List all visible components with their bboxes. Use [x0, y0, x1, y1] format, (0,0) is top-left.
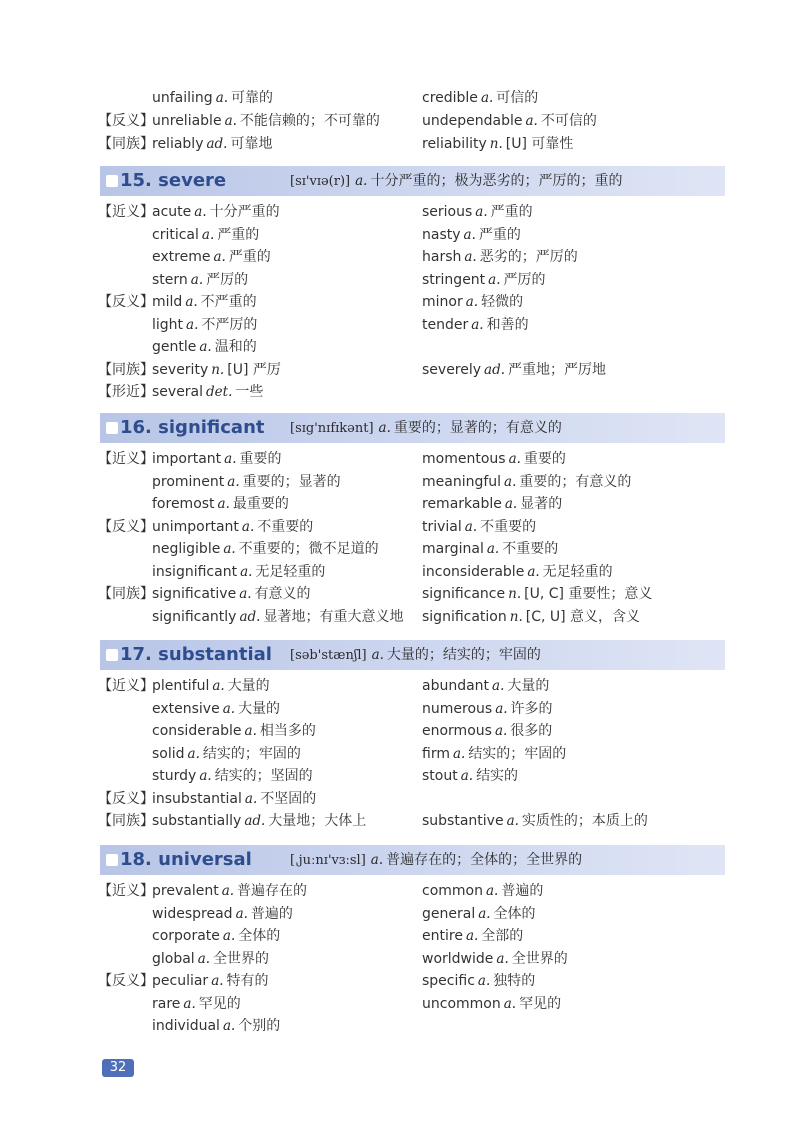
- row-tag: 【近义】: [98, 883, 154, 899]
- right-word: minor a. 轻微的: [422, 294, 524, 310]
- right-word: harsh a. 恶劣的；严厉的: [422, 249, 578, 265]
- row-tag: 【近义】: [98, 678, 154, 694]
- row-tag: 【近义】: [98, 204, 154, 220]
- right-word: trivial a. 不重要的: [422, 519, 537, 535]
- left-word: considerable a. 相当多的: [152, 723, 316, 739]
- entry-headword: 15. severe: [120, 170, 227, 191]
- left-word: extensive a. 大量的: [152, 701, 281, 717]
- left-word: global a. 全世界的: [152, 951, 270, 967]
- entry-definition: [sɪg'nɪfɪkənt] a. 重要的；显著的；有意义的: [290, 420, 562, 436]
- right-word: firm a. 结实的；牢固的: [422, 746, 567, 762]
- right-word: marginal a. 不重要的: [422, 541, 559, 557]
- row-tag: 【反义】: [98, 113, 154, 129]
- right-word: credible a. 可信的: [422, 90, 539, 106]
- right-word: undependable a. 不可信的: [422, 113, 597, 129]
- right-word: severely ad. 严重地；严厉地: [422, 362, 607, 378]
- left-word: important a. 重要的: [152, 451, 282, 467]
- right-word: meaningful a. 重要的；有意义的: [422, 474, 632, 490]
- entry-definition: [sɪ'vɪə(r)] a. 十分严重的；极为恶劣的；严厉的；重的: [290, 173, 623, 189]
- left-word: acute a. 十分严重的: [152, 204, 280, 220]
- entry-headword: 17. substantial: [120, 644, 272, 665]
- entry-header: [100, 166, 725, 196]
- bullet-square-icon: [106, 175, 118, 187]
- left-word: plentiful a. 大量的: [152, 678, 270, 694]
- entry-header: [100, 413, 725, 443]
- right-word: tender a. 和善的: [422, 317, 529, 333]
- left-word: unimportant a. 不重要的: [152, 519, 314, 535]
- left-word: rare a. 罕见的: [152, 996, 241, 1012]
- entry-definition: [səb'stænʃl] a. 大量的；结实的；牢固的: [290, 647, 541, 663]
- left-word: several det. 一些: [152, 384, 264, 400]
- right-word: common a. 普遍的: [422, 883, 544, 899]
- right-word: signification n. [C, U] 意义，含义: [422, 609, 641, 625]
- right-word: stringent a. 严厉的: [422, 272, 546, 288]
- right-word: uncommon a. 罕见的: [422, 996, 562, 1012]
- left-word: negligible a. 不重要的；微不足道的: [152, 541, 379, 557]
- left-word: stern a. 严厉的: [152, 272, 249, 288]
- row-tag: 【同族】: [98, 362, 154, 378]
- left-word: solid a. 结实的；牢固的: [152, 746, 301, 762]
- entry-header: [100, 640, 725, 670]
- left-word: widespread a. 普遍的: [152, 906, 293, 922]
- row-tag: 【近义】: [98, 451, 154, 467]
- left-word: insignificant a. 无足轻重的: [152, 564, 326, 580]
- row-tag: 【反义】: [98, 973, 154, 989]
- entry-headword: 16. significant: [120, 417, 265, 438]
- right-word: numerous a. 许多的: [422, 701, 553, 717]
- bullet-square-icon: [106, 854, 118, 866]
- row-tag: 【形近】: [98, 384, 154, 400]
- entry-definition: [ˌjuːnɪ'vɜːsl] a. 普遍存在的；全体的；全世界的: [290, 852, 583, 868]
- entry-headword: 18. universal: [120, 849, 252, 870]
- right-word: general a. 全体的: [422, 906, 536, 922]
- left-word: unreliable a. 不能信赖的；不可靠的: [152, 113, 380, 129]
- row-tag: 【反义】: [98, 519, 154, 535]
- bullet-square-icon: [106, 649, 118, 661]
- right-word: abundant a. 大量的: [422, 678, 550, 694]
- left-word: sturdy a. 结实的；坚固的: [152, 768, 313, 784]
- left-word: severity n. [U] 严厉: [152, 362, 281, 378]
- left-word: substantially ad. 大量地；大体上: [152, 813, 367, 829]
- right-word: specific a. 独特的: [422, 973, 536, 989]
- right-word: substantive a. 实质性的；本质上的: [422, 813, 648, 829]
- left-word: peculiar a. 特有的: [152, 973, 269, 989]
- page-number-badge: 32: [102, 1059, 134, 1077]
- row-tag: 【反义】: [98, 791, 154, 807]
- left-word: corporate a. 全体的: [152, 928, 281, 944]
- left-word: prominent a. 重要的；显著的: [152, 474, 341, 490]
- right-word: remarkable a. 显著的: [422, 496, 563, 512]
- left-word: insubstantial a. 不坚固的: [152, 791, 317, 807]
- entry-header: [100, 845, 725, 875]
- right-word: momentous a. 重要的: [422, 451, 566, 467]
- row-tag: 【同族】: [98, 586, 154, 602]
- left-word: prevalent a. 普遍存在的: [152, 883, 308, 899]
- right-word: significance n. [U, C] 重要性；意义: [422, 586, 653, 602]
- left-word: reliably ad. 可靠地: [152, 136, 273, 152]
- left-word: light a. 不严厉的: [152, 317, 258, 333]
- right-word: reliability n. [U] 可靠性: [422, 136, 574, 152]
- left-word: mild a. 不严重的: [152, 294, 257, 310]
- row-tag: 【同族】: [98, 813, 154, 829]
- right-word: stout a. 结实的: [422, 768, 519, 784]
- row-tag: 【同族】: [98, 136, 154, 152]
- left-word: extreme a. 严重的: [152, 249, 271, 265]
- left-word: foremost a. 最重要的: [152, 496, 289, 512]
- right-word: enormous a. 很多的: [422, 723, 553, 739]
- left-word: significative a. 有意义的: [152, 586, 311, 602]
- bullet-square-icon: [106, 422, 118, 434]
- right-word: inconsiderable a. 无足轻重的: [422, 564, 613, 580]
- right-word: worldwide a. 全世界的: [422, 951, 568, 967]
- left-word: gentle a. 温和的: [152, 339, 257, 355]
- left-word: unfailing a. 可靠的: [152, 90, 274, 106]
- right-word: serious a. 严重的: [422, 204, 533, 220]
- left-word: critical a. 严重的: [152, 227, 260, 243]
- row-tag: 【反义】: [98, 294, 154, 310]
- right-word: entire a. 全部的: [422, 928, 524, 944]
- left-word: individual a. 个别的: [152, 1018, 281, 1034]
- left-word: significantly ad. 显著地；有重大意义地: [152, 609, 404, 625]
- right-word: nasty a. 严重的: [422, 227, 521, 243]
